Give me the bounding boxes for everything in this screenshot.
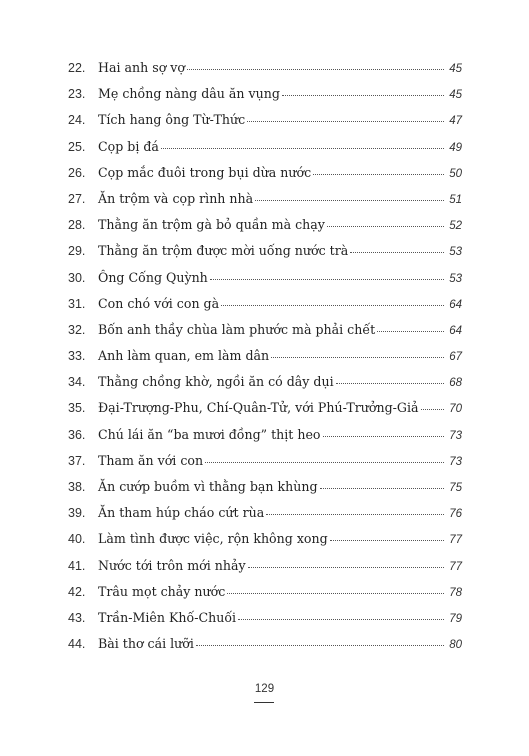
entry-number: 24. [68,113,86,128]
toc-entry [68,348,462,374]
entry-title: Ăn cướp buồm vì thằng bạn khùng [98,479,318,494]
entry-title: Tích hang ông Từ-Thức [98,112,246,128]
page-number-underline [254,702,274,703]
entry-page: 49 [449,141,462,154]
entry-number: 28. [68,218,86,233]
entry-page: 53 [449,272,462,285]
entry-number: 22. [68,61,86,75]
entry-number: 26. [68,165,86,180]
entry-number: 40. [68,532,86,547]
entry-number: 23. [68,87,86,102]
entry-page: 45 [449,89,462,102]
entry-title: Thằng ăn trộm được mời uống nước trà [98,243,349,259]
dot-leader [161,147,444,149]
dot-leader [266,513,444,515]
dot-leader [210,278,444,280]
entry-number: 41. [68,558,86,573]
entry-page: 68 [449,377,462,390]
entry-number: 36. [68,427,86,442]
toc-entry [68,139,462,165]
entry-title: Thằng chồng khờ, ngồi ăn có dây dụi [98,374,334,390]
entry-page: 52 [449,220,462,233]
toc-entry [68,165,462,191]
entry-number: 39. [68,506,86,521]
entry-number: 27. [68,191,86,206]
entry-title: Cọp mắc đuôi trong bụi dừa nước [98,164,312,180]
entry-page: 77 [449,534,462,547]
toc-entry [68,505,462,531]
dot-leader [271,356,444,358]
entry-title: Ăn trộm và cọp rình nhà [98,190,254,206]
dot-leader [323,435,444,437]
entry-page: 50 [449,167,462,180]
dot-leader [313,173,444,175]
entry-title: Tham ăn với con [98,452,204,468]
toc-entry [68,322,462,348]
dot-leader [255,199,444,201]
entry-page: 80 [449,639,462,652]
toc-entry [68,112,462,138]
entry-title: Bốn anh thầy chùa làm phước mà phải chết [98,321,376,337]
entry-number: 37. [68,453,86,468]
entry-title: Ăn tham húp cháo cứt rùa [98,505,265,521]
toc-entry [68,191,462,217]
toc-entry [68,479,462,505]
entry-page: 77 [449,560,462,573]
entry-title: Trần-Miên Khố-Chuối [98,609,237,625]
toc-entry [68,453,462,479]
entry-title: Trâu mọt chảy nước [98,583,226,599]
dot-leader [248,566,444,568]
toc-entry [68,374,462,400]
dot-leader [205,461,444,463]
entry-number: 44. [68,637,86,652]
entry-page: 79 [449,612,462,625]
entry-number: 38. [68,480,86,494]
entry-page: 64 [449,324,462,337]
entry-page: 78 [449,586,462,599]
toc-entry [68,86,462,112]
entry-title: Hai anh sợ vợ [98,60,186,75]
entry-title: Con chó với con gà [98,295,220,311]
toc-entry [68,636,462,662]
toc-entry [68,427,462,453]
toc-entry [68,558,462,584]
entry-number: 35. [68,401,86,416]
entry-title: Mẹ chồng nàng dâu ăn vụng [98,86,280,102]
entry-page: 67 [449,351,462,364]
entry-page: 73 [449,455,462,468]
entry-page: 51 [449,193,462,206]
dot-leader [327,225,444,227]
entry-title: Ông Cống Quỳnh [98,269,208,285]
table-of-contents [68,60,462,662]
toc-entry [68,296,462,322]
entry-number: 33. [68,349,86,364]
entry-page: 64 [449,298,462,311]
entry-title: Cọp bị đá [98,138,159,154]
toc-entry [68,270,462,296]
toc-entry [68,584,462,610]
entry-page: 47 [449,115,462,128]
dot-leader [350,251,444,253]
entry-page: 73 [449,429,462,442]
entry-title: Chú lái ăn “ba mươi đồng” thịt heo [98,426,321,442]
toc-entry [68,610,462,636]
entry-page: 75 [449,482,462,494]
entry-number: 43. [68,610,86,625]
toc-entry [68,531,462,557]
dot-leader [196,644,444,646]
entry-page: 76 [449,508,462,521]
entry-number: 25. [68,139,86,154]
entry-title: Làm tình được việc, rộn không xong [98,531,328,547]
entry-title: Bài thơ cái lưỡi [98,636,194,652]
entry-number: 31. [68,296,86,311]
dot-leader [336,382,444,384]
dot-leader [187,68,444,70]
entry-title: Đại-Trượng-Phu, Chí-Quân-Tử, với Phú-Trưởng-Giả [98,400,419,416]
entry-number: 42. [68,584,86,599]
page-number: 129 [254,683,275,695]
entry-title: Thằng ăn trộm gà bỏ quần mà chạy [98,217,325,233]
dot-leader [282,94,444,96]
toc-entry [68,60,462,86]
entry-page: 45 [449,63,462,75]
entry-title: Nước tới trôn mới nhảy [98,557,246,573]
dot-leader [377,330,444,332]
dot-leader [247,120,444,122]
dot-leader [221,304,444,306]
entry-number: 34. [68,375,86,390]
dot-leader [330,539,444,541]
toc-entry [68,217,462,243]
dot-leader [320,487,444,489]
entry-title: Anh làm quan, em làm dân [98,348,270,364]
entry-number: 32. [68,322,86,337]
dot-leader [227,592,444,594]
toc-entry [68,243,462,269]
entry-number: 30. [68,270,86,285]
entry-page: 70 [449,403,462,416]
entry-page: 53 [449,246,462,259]
entry-number: 29. [68,244,86,259]
dot-leader [238,618,444,620]
toc-entry [68,400,462,426]
dot-leader [421,408,444,410]
